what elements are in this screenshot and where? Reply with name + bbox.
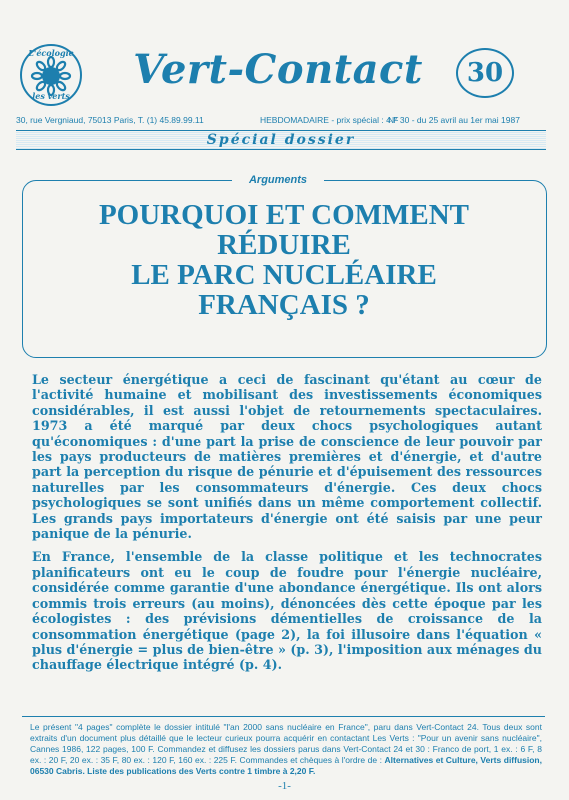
footer-note (30, 722, 542, 777)
page-number: -1- (278, 780, 291, 792)
body-paragraph: En France, l'ensemble de la classe politique et les technocrates planificateurs ont eu le coup de foudre pour l'énergie nucléaire, considérée comme garantie d'une abondance énergétique. Ils ont alors commis trois erreurs (au moins), dénoncées dès cette époque par les écologistes : des prévisions démentielles de croissance de la consommation énergétique (page 2), la foi illusoire dans l'équation « plus d'énergie = plus de bien-être » (p. 3), l'imposition aux ménages du chauffage électrique intégré (p. 4). (32, 549, 542, 673)
article-body (32, 372, 542, 681)
newsletter-title: Vert-Contact (133, 46, 423, 93)
article-headline (28, 200, 540, 320)
logo-bottom-text: les verts (32, 91, 70, 101)
footer-divider (22, 716, 545, 717)
section-band (16, 130, 546, 150)
headline-line: FRANÇAIS ? (198, 289, 370, 321)
headline-line: RÉDUIRE (217, 229, 351, 261)
publisher-address: 30, rue Vergniaud, 75013 Paris, T. (1) 45.89.99.11 (16, 115, 204, 125)
body-paragraph: Le secteur énergétique a ceci de fascinant qu'étant au cœur de l'activité humaine et mobilisant des investissements économiques considérables, il est aussi l'objet de retournements spectaculaires. 1973 a été marqué par deux chocs psychologiques autant qu'économiques : d'une part la prise de conscience de leur pouvoir par les pays producteurs de matières premières et d'énergie, et d'autre part la perception du risque de pénurie et d'épuisement des ressources naturelles par les consommateurs d'énergie. Ces deux chocs psychologiques se sont unifiés dans un même comportement collectif. Les grands pays importateurs d'énergie ont été saisis par une peur panique de la pénurie. (32, 372, 542, 542)
headline-line: LE PARC NUCLÉAIRE (131, 259, 437, 291)
les-verts-logo (20, 44, 82, 106)
section-band-label: Spécial dossier (206, 132, 356, 148)
issue-number-badge: 30 (456, 48, 514, 98)
footer-note-address: Alternatives et Culture, Verts diffusion, 06530 Cabris. Liste des publications des Verts contre 1 timbre à 2,20 F. (30, 755, 542, 776)
logo-top-text: L'écologie (28, 48, 74, 58)
issue-date: N° 30 - du 25 avril au 1er mai 1987 (388, 115, 520, 125)
footer-note-text: Le présent "4 pages" complète le dossier intitulé "l'an 2000 sans nucléaire en France", paru dans Vert-Contact 24. Tous deux sont extraits d'un document plus détaillé que le lecteur curieux pourra acquérir en contactant Les Verts : "Pour un avenir sans nucléaire", Cannes 1986, 122 pages, 100 F. Commandez et diffusez les dossiers parus dans Vert-Contact 24 et 30 : Franco de port, 1 ex. : 6 F, 8 ex. : 20 F, 20 ex. : 35 F, 80 ex. : 120 F, 160 ex. : 225 F. Commandes et chèques à l'ordre de : (30, 722, 542, 765)
frequency-price: HEBDOMADAIRE - prix spécial : 4 F (260, 115, 399, 125)
rubric-label: Arguments (232, 172, 324, 188)
headline-line: POURQUOI ET COMMENT (98, 199, 470, 231)
